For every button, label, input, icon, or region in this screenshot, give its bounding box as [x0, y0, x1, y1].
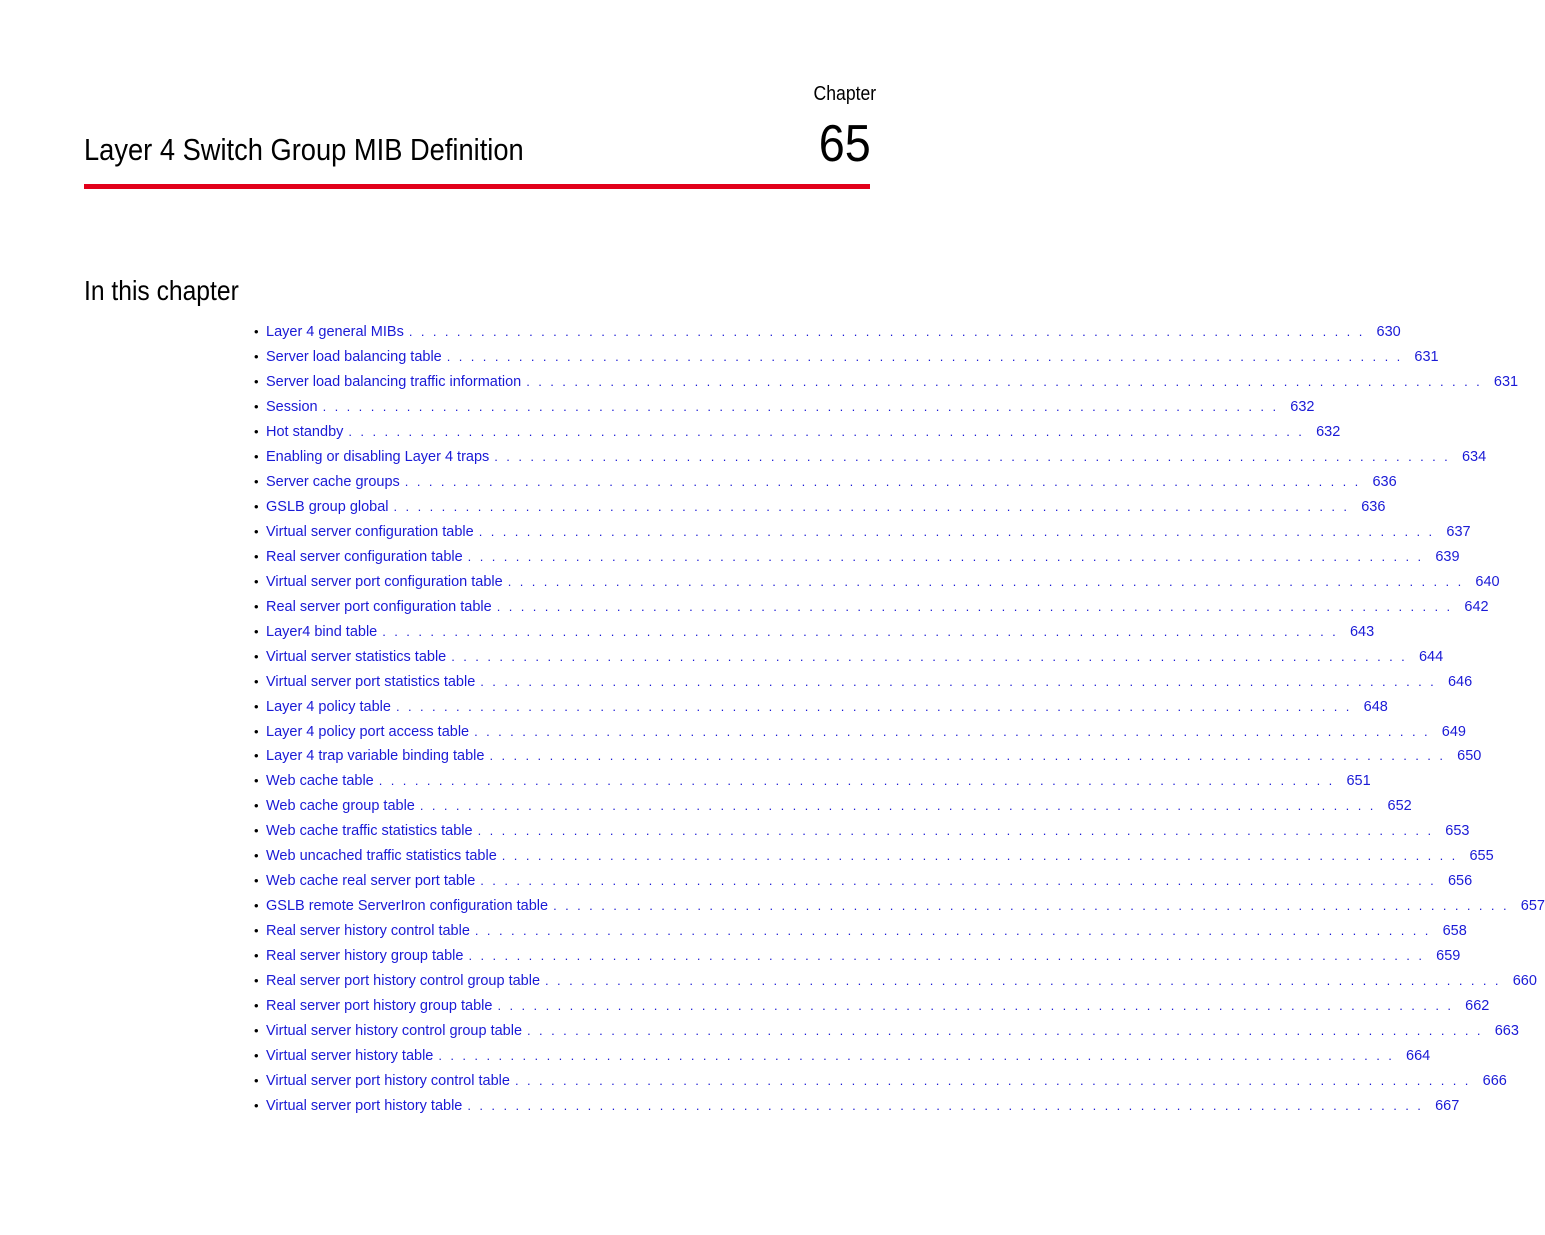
bullet-icon: •: [254, 973, 259, 989]
dot-leader: . . . . . . . . . . . . . . . . . . . . . . . . . . . . . . . . . . . . . . . . . . . . . . . . . . . . . . . . . . . . . . . . . . . . . . . . . . . . . . . .: [404, 473, 1361, 489]
list-item: [254, 1019, 1519, 1044]
bullet-icon: •: [254, 523, 259, 539]
page-number-link[interactable]: 632: [1290, 398, 1315, 415]
list-item: [254, 495, 1386, 520]
list-item: [254, 645, 1444, 670]
page-number-link[interactable]: 644: [1418, 648, 1444, 665]
bullet-icon: •: [254, 848, 259, 864]
bullet-icon: •: [254, 723, 259, 739]
page-number-link[interactable]: 664: [1406, 1048, 1431, 1065]
toc-link[interactable]: Hot standby: [266, 423, 344, 440]
list-item: [254, 1094, 1460, 1119]
dot-leader: . . . . . . . . . . . . . . . . . . . . . . . . . . . . . . . . . . . . . . . . . . . . . . . . . . . . . . . . . . . . . . . . . . . . . . . . . . . . . . . .: [467, 548, 1424, 564]
toc-link[interactable]: Session: [266, 398, 318, 415]
dot-leader: . . . . . . . . . . . . . . . . . . . . . . . . . . . . . . . . . . . . . . . . . . . . . . . . . . . . . . . . . . . . . . . . . . . . . . . . . . . . . . . .: [480, 873, 1437, 889]
dot-leader: . . . . . . . . . . . . . . . . . . . . . . . . . . . . . . . . . . . . . . . . . . . . . . . . . . . . . . . . . . . . . . . . . . . . . . . . . . . . . . . .: [474, 723, 1430, 739]
list-item: [254, 794, 1412, 819]
page-number-link[interactable]: 636: [1372, 473, 1397, 490]
list-item: [254, 1069, 1507, 1094]
page-number-link[interactable]: 666: [1482, 1073, 1507, 1090]
list-item: [254, 1044, 1431, 1069]
list-item: [254, 445, 1487, 470]
bullet-icon: •: [254, 648, 259, 664]
chapter-number: 65: [818, 115, 871, 173]
bullet-icon: •: [254, 423, 259, 439]
bullet-icon: •: [254, 398, 259, 414]
toc-link[interactable]: Server load balancing traffic information: [266, 373, 522, 390]
bullet-icon: •: [254, 1023, 259, 1039]
page-number-link[interactable]: 639: [1435, 548, 1460, 565]
dot-leader: . . . . . . . . . . . . . . . . . . . . . . . . . . . . . . . . . . . . . . . . . . . . . . . . . . . . . . . . . . . . . . . . . . . . . . . . . . . . . . . .: [545, 973, 1501, 989]
toc-link[interactable]: Web uncached traffic statistics table: [266, 848, 497, 865]
list-item: [254, 695, 1388, 720]
dot-leader: . . . . . . . . . . . . . . . . . . . . . . . . . . . . . . . . . . . . . . . . . . . . . . . . . . . . . . . . . . . . . . . . . . . . . . . . . . . . . . . .: [438, 1048, 1395, 1064]
bullet-icon: •: [254, 673, 259, 689]
page-number-link[interactable]: 663: [1494, 1023, 1519, 1040]
list-item: [254, 969, 1537, 994]
bullet-icon: •: [254, 598, 259, 614]
toc-link[interactable]: Layer 4 policy port access table: [266, 723, 470, 740]
bullet-icon: •: [254, 1048, 259, 1064]
toc-link[interactable]: Web cache table: [266, 773, 374, 790]
dot-leader: . . . . . . . . . . . . . . . . . . . . . . . . . . . . . . . . . . . . . . . . . . . . . . . . . . . . . . . . . . . . . . . . . . . . . . . . . . . . . . . .: [477, 823, 1434, 839]
page-number-link[interactable]: 640: [1475, 573, 1500, 590]
list-item: [254, 470, 1397, 495]
list-item: [254, 395, 1315, 420]
toc-link[interactable]: Enabling or disabling Layer 4 traps: [266, 448, 490, 465]
dot-leader: . . . . . . . . . . . . . . . . . . . . . . . . . . . . . . . . . . . . . . . . . . . . . . . . . . . . . . . . . . . . . . . . . . . . . . . . . . . . . . . .: [322, 398, 1279, 414]
dot-leader: . . . . . . . . . . . . . . . . . . . . . . . . . . . . . . . . . . . . . . . . . . . . . . . . . . . . . . . . . . . . . . . . . . . . . . . . . . . . . . . .: [395, 698, 1352, 714]
toc-link[interactable]: GSLB group global: [266, 498, 389, 515]
toc-link[interactable]: Server load balancing table: [266, 348, 442, 365]
dot-leader: . . . . . . . . . . . . . . . . . . . . . . . . . . . . . . . . . . . . . . . . . . . . . . . . . . . . . . . . . . . . . . . . . . . . . . . . . . . . . . . .: [489, 748, 1446, 764]
page-number-link[interactable]: 667: [1435, 1098, 1460, 1115]
toc-link[interactable]: Layer 4 general MIBs: [266, 324, 404, 340]
toc-link[interactable]: GSLB remote ServerIron configuration table: [266, 898, 549, 915]
list-item: [254, 595, 1489, 620]
dot-leader: . . . . . . . . . . . . . . . . . . . . . . . . . . . . . . . . . . . . . . . . . . . . . . . . . . . . . . . . . . . . . . . . . . . . . . . . . . . . . . . .: [348, 423, 1305, 439]
table-of-contents: [254, 320, 1545, 1119]
page-number-link[interactable]: 655: [1469, 848, 1494, 865]
toc-link[interactable]: Web cache traffic statistics table: [266, 823, 473, 840]
toc-link[interactable]: Real server port history group table: [266, 998, 493, 1015]
dot-leader: . . . . . . . . . . . . . . . . . . . . . . . . . . . . . . . . . . . . . . . . . . . . . . . . . . . . . . . . . . . . . . . . . . . . . . . . . . . . . . . .: [419, 798, 1376, 814]
bullet-icon: •: [254, 923, 259, 939]
list-item: [254, 420, 1341, 445]
dot-leader: . . . . . . . . . . . . . . . . . . . . . . . . . . . . . . . . . . . . . . . . . . . . . . . . . . . . . . . . . . . . . . . . . . . . . . . . . . . . . . . .: [527, 1023, 1483, 1039]
toc-link[interactable]: Web cache real server port table: [266, 873, 476, 890]
page-number-link[interactable]: 643: [1349, 623, 1375, 640]
page-number-link[interactable]: 631: [1493, 373, 1519, 390]
title-rule: [84, 184, 870, 189]
bullet-icon: •: [254, 623, 259, 639]
dot-leader: . . . . . . . . . . . . . . . . . . . . . . . . . . . . . . . . . . . . . . . . . . . . . . . . . . . . . . . . . . . . . . . . . . . . . . . . . . . . . . . .: [494, 448, 1451, 464]
page-number-link[interactable]: 632: [1316, 423, 1341, 440]
toc-link[interactable]: Real server configuration table: [266, 548, 463, 565]
page-number-link[interactable]: 648: [1363, 698, 1388, 715]
list-item: [254, 320, 1401, 345]
page-number-link[interactable]: 662: [1465, 998, 1490, 1015]
bullet-icon: •: [254, 998, 259, 1014]
toc-link[interactable]: Web cache group table: [266, 798, 415, 815]
bullet-icon: •: [254, 798, 259, 814]
dot-leader: . . . . . . . . . . . . . . . . . . . . . . . . . . . . . . . . . . . . . . . . . . . . . . . . . . . . . . . . . . . . . . . . . . . . . . . . . . . . . . . .: [446, 348, 1403, 364]
bullet-icon: •: [254, 324, 259, 339]
dot-leader: . . . . . . . . . . . . . . . . . . . . . . . . . . . . . . . . . . . . . . . . . . . . . . . . . . . . . . . . . . . . . . . . . . . . . . . . . . . . . . . .: [408, 324, 1365, 339]
list-item: [254, 620, 1375, 645]
list-item: [254, 769, 1371, 794]
toc-link[interactable]: Virtual server port history table: [266, 1098, 463, 1115]
list-item: [254, 520, 1471, 545]
dot-leader: . . . . . . . . . . . . . . . . . . . . . . . . . . . . . . . . . . . . . . . . . . . . . . . . . . . . . . . . . . . . . . . . . . . . . . . . . . . . . . . .: [382, 623, 1339, 639]
dot-leader: . . . . . . . . . . . . . . . . . . . . . . . . . . . . . . . . . . . . . . . . . . . . . . . . . . . . . . . . . . . . . . . . . . . . . . . . . . . . . . . .: [507, 573, 1464, 589]
list-item: [254, 345, 1439, 370]
list-item: [254, 844, 1494, 869]
page-number-link[interactable]: 637: [1446, 523, 1471, 540]
dot-leader: . . . . . . . . . . . . . . . . . . . . . . . . . . . . . . . . . . . . . . . . . . . . . . . . . . . . . . . . . . . . . . . . . . . . . . . . . . . . . . . .: [468, 948, 1425, 964]
list-item: [254, 670, 1473, 695]
dot-leader: . . . . . . . . . . . . . . . . . . . . . . . . . . . . . . . . . . . . . . . . . . . . . . . . . . . . . . . . . . . . . . . . . . . . . . . . . . . . . . . .: [496, 598, 1453, 614]
toc-link[interactable]: Layer 4 trap variable binding table: [266, 748, 485, 765]
list-item: [254, 944, 1461, 969]
bullet-icon: •: [254, 873, 259, 889]
list-item: [254, 894, 1545, 919]
bullet-icon: •: [254, 473, 259, 489]
bullet-icon: •: [254, 898, 259, 914]
toc-link[interactable]: Virtual server history control group table: [266, 1023, 523, 1040]
toc-link[interactable]: Virtual server configuration table: [266, 523, 474, 540]
dot-leader: . . . . . . . . . . . . . . . . . . . . . . . . . . . . . . . . . . . . . . . . . . . . . . . . . . . . . . . . . . . . . . . . . . . . . . . . . . . . . . . .: [514, 1073, 1471, 1089]
dot-leader: . . . . . . . . . . . . . . . . . . . . . . . . . . . . . . . . . . . . . . . . . . . . . . . . . . . . . . . . . . . . . . . . . . . . . . . . . . . . . . . .: [480, 673, 1437, 689]
bullet-icon: •: [254, 698, 259, 714]
toc-link[interactable]: Virtual server port configuration table: [266, 573, 503, 590]
page-number-link[interactable]: 649: [1441, 723, 1466, 740]
dot-leader: . . . . . . . . . . . . . . . . . . . . . . . . . . . . . . . . . . . . . . . . . . . . . . . . . . . . . . . . . . . . . . . . . . . . . . . . . . . . . . . .: [501, 848, 1458, 864]
bullet-icon: •: [254, 1073, 259, 1089]
page-number-link[interactable]: 634: [1461, 448, 1487, 465]
page-number-link[interactable]: 659: [1436, 948, 1461, 965]
page-number-link[interactable]: 652: [1387, 798, 1412, 815]
dot-leader: . . . . . . . . . . . . . . . . . . . . . . . . . . . . . . . . . . . . . . . . . . . . . . . . . . . . . . . . . . . . . . . . . . . . . . . . . . . . . . . .: [478, 523, 1435, 539]
bullet-icon: •: [254, 773, 259, 789]
toc-link[interactable]: Real server port history control group table: [266, 973, 541, 990]
list-item: [254, 994, 1490, 1019]
toc-link[interactable]: Virtual server port statistics table: [266, 673, 476, 690]
bullet-icon: •: [254, 348, 259, 364]
section-heading: In this chapter: [84, 275, 239, 306]
dot-leader: . . . . . . . . . . . . . . . . . . . . . . . . . . . . . . . . . . . . . . . . . . . . . . . . . . . . . . . . . . . . . . . . . . . . . . . . . . . . . . . .: [378, 773, 1335, 789]
bullet-icon: •: [254, 498, 259, 514]
toc-link[interactable]: Layer4 bind table: [266, 623, 378, 640]
page-number-link[interactable]: 650: [1457, 748, 1482, 765]
dot-leader: . . . . . . . . . . . . . . . . . . . . . . . . . . . . . . . . . . . . . . . . . . . . . . . . . . . . . . . . . . . . . . . . . . . . . . . . . . . . . . . .: [467, 1098, 1424, 1114]
toc-link[interactable]: Layer 4 policy table: [266, 698, 391, 715]
bullet-icon: •: [254, 823, 259, 839]
page-number-link[interactable]: 657: [1520, 898, 1545, 915]
dot-leader: . . . . . . . . . . . . . . . . . . . . . . . . . . . . . . . . . . . . . . . . . . . . . . . . . . . . . . . . . . . . . . . . . . . . . . . . . . . . . . . .: [474, 923, 1431, 939]
page-number-link[interactable]: 646: [1447, 673, 1473, 690]
dot-leader: . . . . . . . . . . . . . . . . . . . . . . . . . . . . . . . . . . . . . . . . . . . . . . . . . . . . . . . . . . . . . . . . . . . . . . . . . . . . . . . .: [393, 498, 1350, 514]
bullet-icon: •: [254, 748, 259, 764]
dot-leader: . . . . . . . . . . . . . . . . . . . . . . . . . . . . . . . . . . . . . . . . . . . . . . . . . . . . . . . . . . . . . . . . . . . . . . . . . . . . . . . .: [526, 373, 1483, 389]
page-number-link[interactable]: 636: [1361, 498, 1386, 515]
page-number-link[interactable]: 630: [1376, 324, 1401, 340]
list-item: [254, 720, 1466, 745]
list-item: [254, 869, 1473, 894]
page-number-link[interactable]: 660: [1512, 973, 1537, 990]
page-number-link[interactable]: 642: [1464, 598, 1489, 615]
list-item: [254, 919, 1467, 944]
page-number-link[interactable]: 651: [1346, 773, 1371, 790]
toc-link[interactable]: Virtual server statistics table: [266, 648, 447, 665]
bullet-icon: •: [254, 548, 259, 564]
dot-leader: . . . . . . . . . . . . . . . . . . . . . . . . . . . . . . . . . . . . . . . . . . . . . . . . . . . . . . . . . . . . . . . . . . . . . . . . . . . . . . . .: [553, 898, 1509, 914]
dot-leader: . . . . . . . . . . . . . . . . . . . . . . . . . . . . . . . . . . . . . . . . . . . . . . . . . . . . . . . . . . . . . . . . . . . . . . . . . . . . . . . .: [451, 648, 1408, 664]
list-item: [254, 545, 1460, 570]
toc-link[interactable]: Real server port configuration table: [266, 598, 492, 615]
page-number-link[interactable]: 656: [1447, 873, 1473, 890]
dot-leader: . . . . . . . . . . . . . . . . . . . . . . . . . . . . . . . . . . . . . . . . . . . . . . . . . . . . . . . . . . . . . . . . . . . . . . . . . . . . . . . .: [497, 998, 1454, 1014]
list-item: [254, 570, 1500, 595]
chapter-label: Chapter: [813, 83, 876, 105]
page-number-link[interactable]: 631: [1414, 348, 1439, 365]
bullet-icon: •: [254, 373, 259, 389]
bullet-icon: •: [254, 448, 259, 464]
list-item: [254, 744, 1482, 769]
page-number-link[interactable]: 653: [1445, 823, 1470, 840]
toc-link[interactable]: Virtual server history table: [266, 1048, 434, 1065]
list-item: [254, 370, 1519, 395]
toc-link[interactable]: Server cache groups: [266, 473, 400, 490]
page-number-link[interactable]: 658: [1442, 923, 1467, 940]
chapter-title: Layer 4 Switch Group MIB Definition: [84, 132, 524, 167]
list-item: [254, 819, 1470, 844]
bullet-icon: •: [254, 948, 259, 964]
toc-link[interactable]: Real server history control table: [266, 923, 470, 940]
bullet-icon: •: [254, 1098, 259, 1114]
bullet-icon: •: [254, 573, 259, 589]
toc-link[interactable]: Real server history group table: [266, 948, 464, 965]
toc-link[interactable]: Virtual server port history control table: [266, 1073, 510, 1090]
